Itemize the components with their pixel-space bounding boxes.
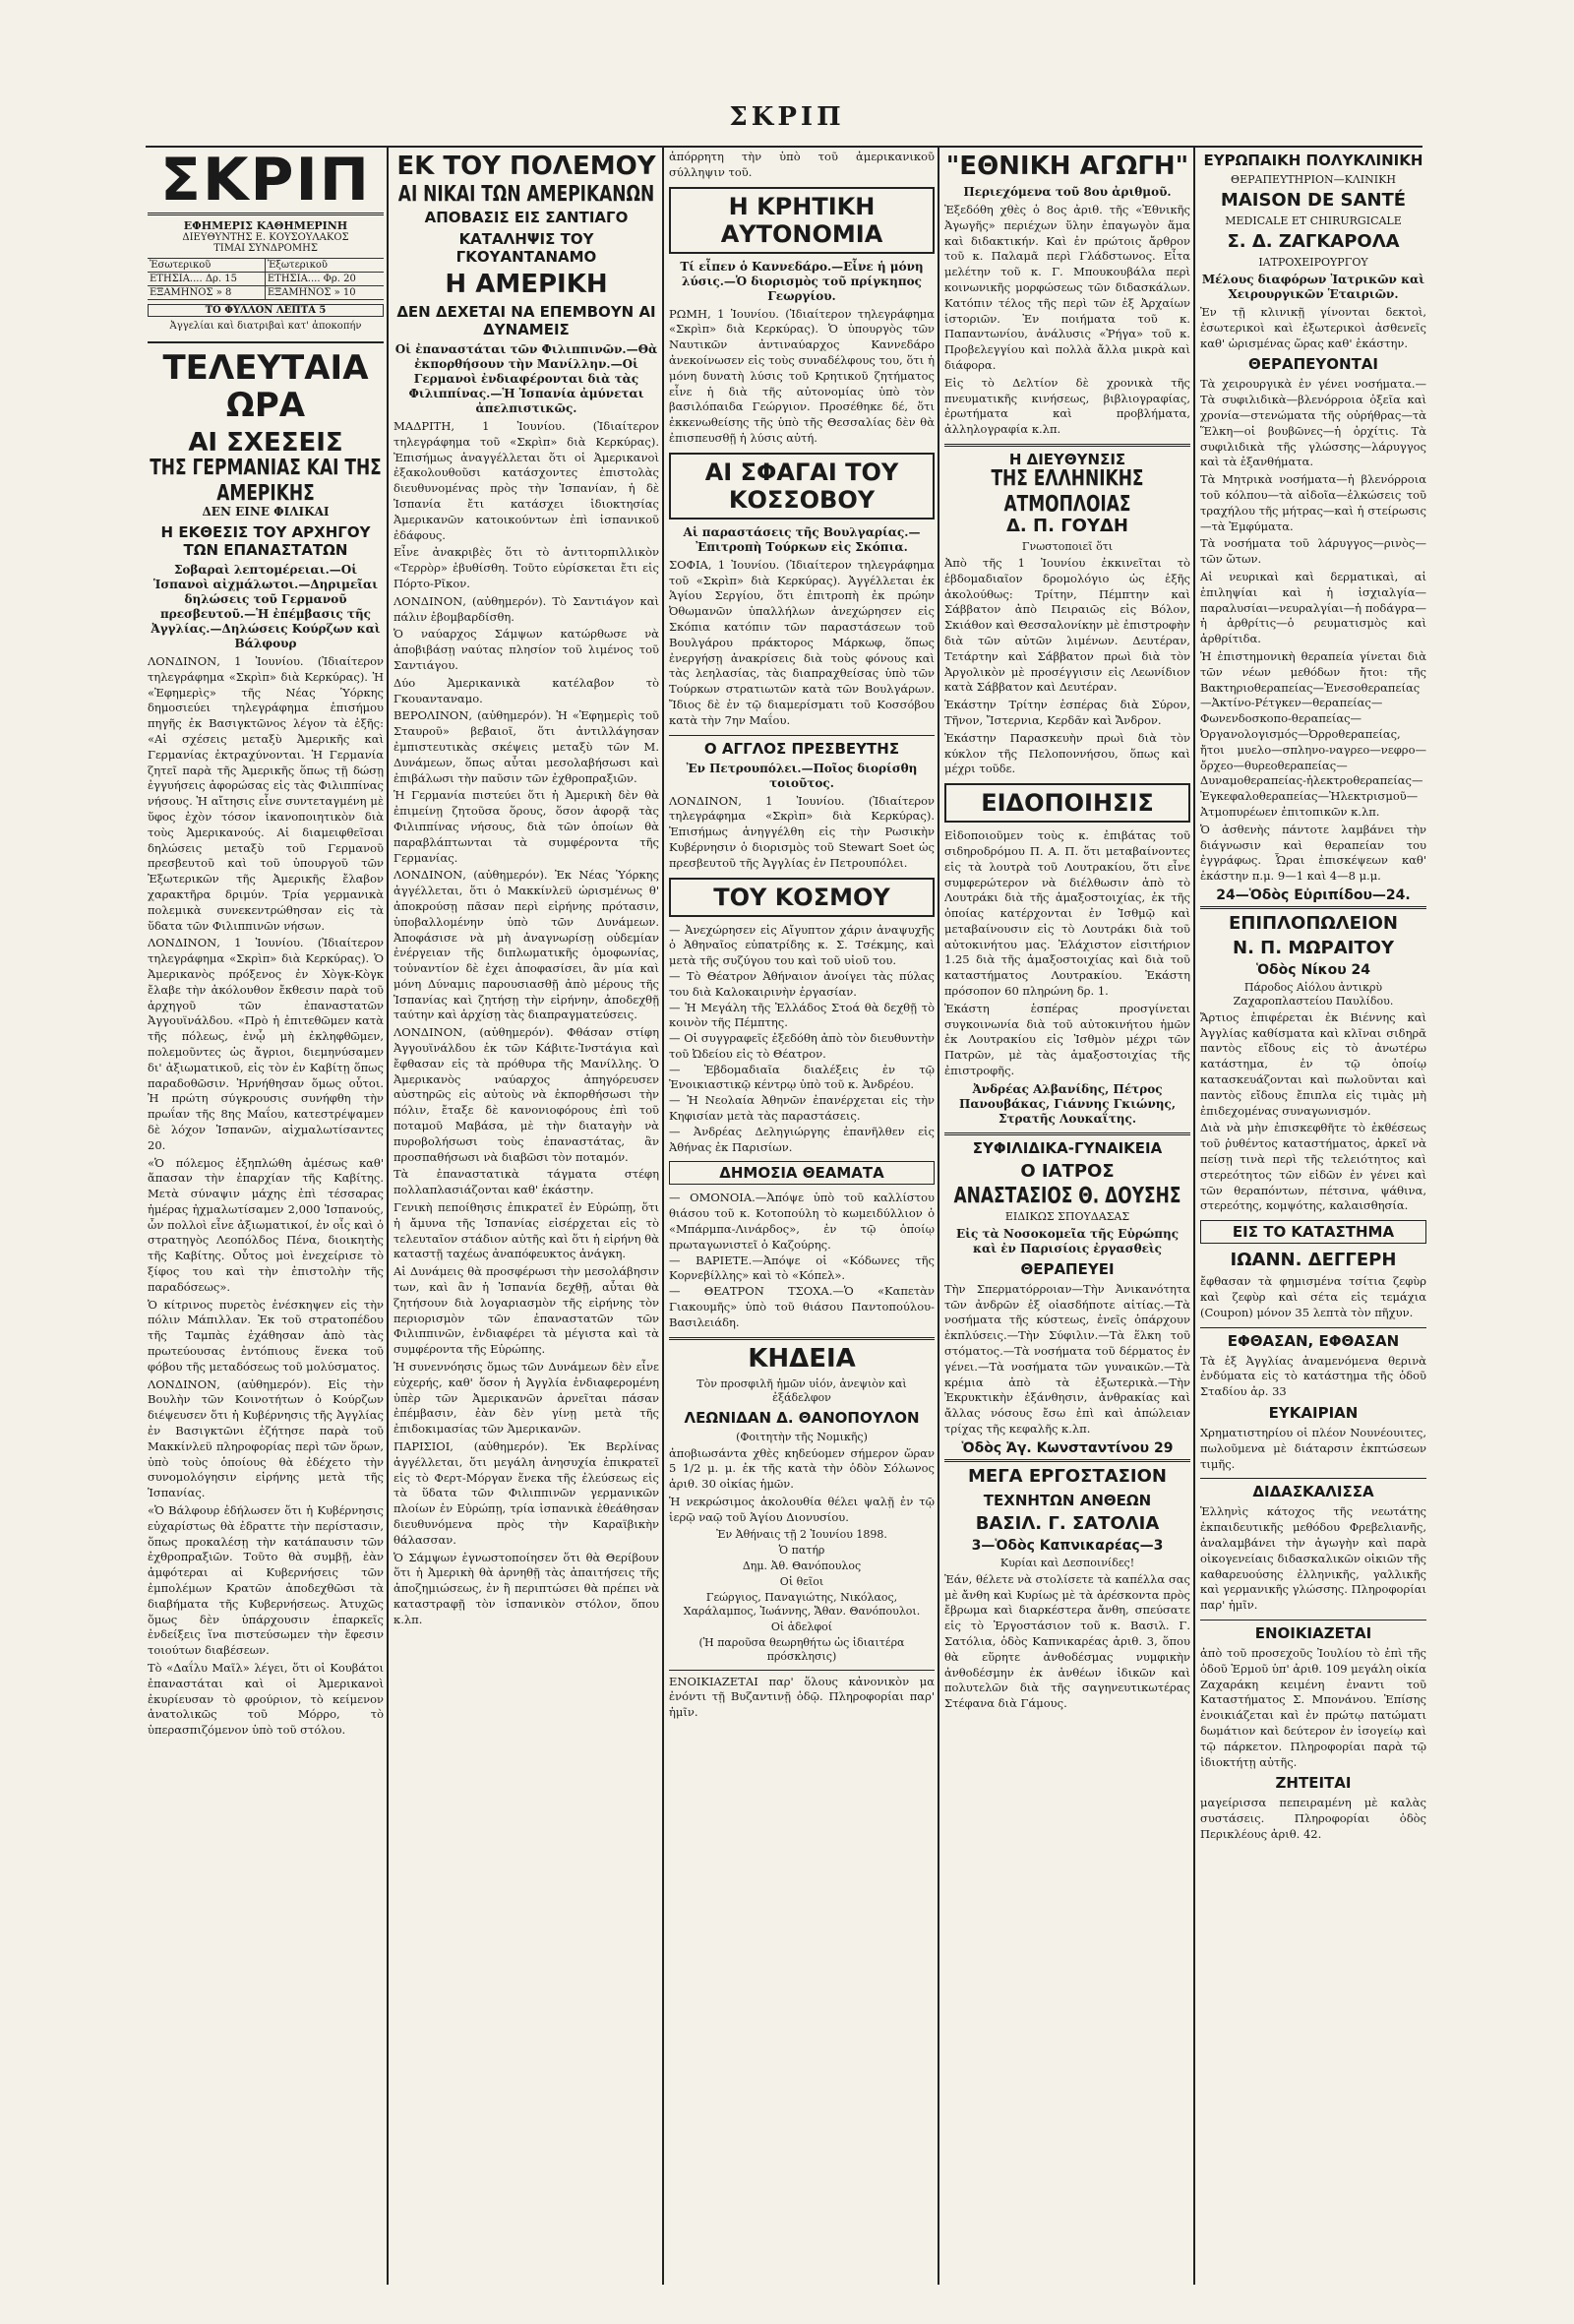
article-paragraph: ΛΟΝΔΙΝΟΝ, (αὐθημερόν). Φθάσαν στίφη Ἀγγουϊνάλδου ἐκ τῶν Κάβιτε-Ἰνστάγια καὶ ἔφθασαν εἰς τὰ πρόθυρα τῆς Μανίλλης. Ὁ Ἀμερικανὸς ναύαρχος ἀπηγόρευσεν αὐστηρῶς εἰς αὐτοὺς νὰ ἐκπορθήσωσι τὴν πόλιν, ἔταξε δὲ κανονιοφόρους ἐπὶ τοῦ ποταμοῦ Μαβάσα, μὲ τὴν διαταγὴν νὰ πυροβολήσωσι τοὺς ἐπαναστάτας, ἂν προσπαθήσωσι νὰ διαβῶσι τὸν ποταμόν. [394,1025,659,1164]
article-paragraph: Αἱ νευρικαὶ καὶ δερματικαὶ, αἱ ἐπιληψίαι καὶ ἡ ἰσχιαλγία—παραλυσίαι—νευραλγίαι—ἡ ποδάγρα—ἡ ἀρθρίτις—ὁ ρευματισμὸς καὶ ἀρθρίτιδα. [1200,569,1426,646]
column-divider [387,148,389,2285]
article-paragraph: Ὁ Σάμψων ἐγνωστοποίησεν ὅτι θὰ Θερίβουν ὅτι ἡ Ἀμερικὴ θὰ ἀρνηθῇ τὰς ἀπαιτήσεις τῆς ἀποζημιώσεως, ἐν ἢ περιπτώσει θὰ πρέπει νὰ καταστραφῇ τὸν ἱσπανικὸν στόλον, ὅπου κ.λπ. [394,1550,659,1626]
article-paragraph: — Ἀνεχώρησεν εἰς Αἴγυπτον χάριν ἀναψυχῆς ὁ Ἀθηναῖος εὐπατρίδης κ. Σ. Τσέκμης, καὶ μετὰ τῆς συζύγου του καὶ τοῦ υἱοῦ του. — Τὸ Θέατρον Ἀθήναιον ἀνοίγει τὰς πύλας του διὰ Καλοκαιρινὴν ἐργασίαν. — Ἡ Μεγάλη τῆς Ἑλλάδος Στοά θὰ δεχθῇ τὸ κοινὸν τῆς Πέμπτης. — Οἱ συγγραφεῖς ἐξεδόθη ἀπὸ τὸν διευθυντὴν τοῦ Ὠδείου εἰς τὸ Θέατρον. — Ἐβδομαδιαῖα διαλέξεις ἐν τῷ Ἐνοικιαστικῷ κέντρῳ ὑπὸ τοῦ κ. Ἀνδρέου. — Ἡ Νεολαία Ἀθηνῶν ἐπανέρχεται εἰς τὴν Κηφισίαν μετὰ τὰς παραστάσεις. — Ἀνδρέας Δεληγιώργης ἐπανῆλθεν εἰς Ἀθήνας ἐκ Παρισίων. [669,922,935,1154]
article-paragraph: Δύο Ἀμερικανικὰ κατέλαβον τὸ Γκουανταναμο. [394,675,659,705]
article-paragraph: Ἡ ἐπιστημονικὴ θεραπεία γίνεται διὰ τῶν νέων μεθόδων ἤτοι: τῆς Βακτηριοθεραπείας—Ἐνεσοθεραπείας—Ἀκτίνο-Ρέτγκεν—θεραπείας—Φωνενδοσκοπο-θεραπείας—Ὀργανολογισμός—Ὀρροθεραπείας, ἤτοι μυελο—σπληνο-ναγρεο—νεφρο—ὄρχεο—θυρεοθεραπείας—Δυναμοθεραπείας-ἠλεκτροθεραπείας—Ἐγκεφαλοθεραπείας—Ἠλεκτρισμοῦ—Ἀτμοπυρέωεν ἐπιτοπικῶν κ.λπ. [1200,648,1426,819]
section-head: ΤΗΣ ΕΛΛΗΝΙΚΗΣ ΑΤΜΟΠΛΟΙΑΣ [991,465,1144,518]
column-4 [944,148,1190,2285]
deck: Αἱ παραστάσεις τῆς Βουλγαρίας.—Ἐπιτροπὴ Τούρκων εἰς Σκόπια. [683,524,921,554]
article-paragraph: Αἱ Δυνάμεις θὰ προσφέρωσι τὴν μεσολάβησιν των, καὶ ἂν ἡ Ἱσπανία δεχθῇ, αὗται θὰ ζητήσουν διὰ λογαριασμὸν τῆς εἰρήνης τὸν περιορισμὸν τῶν ἐπαναστατῶν τῶν Φιλιππινῶν, ἐνδιαφέρει τὰ μέγιστα καὶ τὰ συμφέροντα τῆς Εὐρώπης. [394,1264,659,1357]
section-head: ΑΙ ΝΙΚΑΙ ΤΩΝ ΑΜΕΡΙΚΑΝΩΝ [397,182,655,208]
ad-head: MEDICALE ET CHIRURGICALE [1225,214,1402,227]
article-paragraph: ΛΟΝΔΙΝΟΝ, 1 Ἰουνίου. (Ἰδιαίτερον τηλεγράφημα «Σκρὶπ» διὰ Κερκύρας). Ἡ «Ἐφημερὶς» τῆς Νέας Ὑόρκης δημοσιεύει τηλεγράφημα ἐπισήμου πηγῆς ἐκ Βασιγκτῶνος λέγον τὰ ἑξῆς: «Αἱ σχέσεις μεταξὺ Ἀμερικῆς καὶ Γερμανίας ἐκτραχύνονται. Ἡ Γερμανία ζητεῖ παρὰ τῆς Ἀμερικῆς ὅπως τῇ δώσῃ ἐγγυήσεις ἀφορώσας εἰς τὰς Φιλιππίνας νήσους. Ἡ αἴτησις εἶνε συντεταγμένη μὲ ὕφος ἐχὸν τόσον ἱκανοποιητικὸν διὰ τοὺς Ἀμερικανούς. Αἱ διαμειφθεῖσαι δηλώσεις μεταξὺ τοῦ Γερμανοῦ πρεσβευτοῦ καὶ τοῦ ὑπουργοῦ τῶν Ἐξωτερικῶν τῆς Ἀμερικῆς ἔλαβον χαρακτῆρα δριμύν. Τρία γερμανικὰ πολεμικὰ συνεκεντρώθησαν εἰς τὰ ὕδατα τῶν Φιλιππινῶν νήσων. [148,654,384,933]
notice-text: Ἐν Ἀθήναις τῇ 2 Ἰουνίου 1898. [716,1527,887,1541]
table-row [148,273,384,286]
ad-head: ΕΙΔΙΚΩΣ ΣΠΟΥΔΑΣΑΣ [1004,1209,1130,1223]
ad-head: ΘΕΡΑΠΕΥΕΙ [1020,1259,1115,1278]
article-paragraph: Ἐάν, θέλετε νὰ στολίσετε τὰ καπέλλα σας μὲ ἄνθη καὶ Κυρίως μὲ τὰ ἀρέσκοντα πρὸς ἔβρωμα καὶ διαρκέστερα ἄνθη, σπεύσατε εἰς τὸ Ἐργοστάσιον τοῦ κ. Βασιλ. Γ. Σατόλια, ὁδὸς Καπνικαρέας ἀριθ. 3, ὅπου θὰ εὕρητε ἀνθοδέσμας νυμφικὴν ἀνθοδέσμην ἐκ ἀνθέων ἰδικῶν καὶ πολυτελῶν διὰ τῆς σαγηνευτικωτέρας Στέφανα διὰ Γάμους. [944,1571,1190,1711]
ad-head: ΘΕΡΑΠΕΥΤΗΡΙΟΝ—ΚΛΙΝΙΚΗ [1231,173,1396,186]
ad-head: ΕΥΡΩΠΑΙΚΗ ΠΟΛΥΚΛΙΝΙΚΗ [1203,152,1423,169]
article-paragraph: ἀπὸ τοῦ προσεχοῦς Ἰουλίου τὸ ἐπὶ τῆς ὁδοῦ Ἑρμοῦ ὑπ' ἀριθ. 109 μεγάλη οἰκία Ζαχαράκη κειμένη ἐναντι τοῦ Καταστήματος Σ. Μπονάνου. Ἐπίσης ἐνοικιάζεται καὶ ἐν πρώτῳ πατώματι δωμάτιον καὶ δεύτερον ἐν ἰσογείῳ καὶ τῷ πάρκετον. Πληροφορίαι παρὰ τῷ ἰδιοκτήτῃ αὐτῆς. [1200,1646,1426,1769]
article-paragraph: Ἡ Γερμανία πιστεύει ὅτι ἡ Ἀμερικὴ δὲν θὰ ἐπιμείνῃ ζητοῦσα ὅρους, ὅσον ἀφορᾷ τὰς Φιλιππίνας νήσους, διὰ τῶν ὁποίων θὰ παραβλάπτωνται τὰ συμφέροντα τῆς Γερμανίας. [394,788,659,865]
section-head: Η ΚΡΗΤΙΚΗ ΑΥΤΟΝΟΜΙΑ [669,187,935,254]
article-paragraph: Διὰ νὰ μὴν ἐπισκεφθῆτε τὸ ἐκθέσεως τοῦ ῥυθέντος καταστήματος, ἀρκεῖ νὰ πείσῃ τινὰ περὶ τῆς τελειότητος καὶ στερεότητος τῶν εἰδῶν ἐν γένει καὶ τῶν θεραπόντων, πέτσινα, ψάθινα, στερεότης, κομψότης, καλαισθησία. [1200,1121,1426,1213]
column-5 [1200,148,1426,2285]
section-head: Δ. Π. ΓΟΥΔΗ [1005,515,1128,536]
section-head: ΕΚ ΤΟΥ ΠΟΛΕΜΟΥ [396,152,656,181]
article-paragraph: Τὴν Σπερματόρροιαν—Τὴν Ἀνικανότητα τῶν ἀνδρῶν ἐξ οἱασδήποτε αἰτίας.—Τὰ νοσήματα τῆς κύστεως, ἐνεῖς ὁπάρχουν ἐκπλύσεις.—Τὴν Σύφιλιν.—Τὰ ἕλκη τοῦ στόματος.—Τὰ νοσήματα τοῦ δέρματος ἐν γένει.—Τὰ νοσήματα τῶν γυναικῶν.—Τὰ κρέμια ἀπὸ τὰ ἐξωτερικὰ.—Τὴν Ἐκρυκτικὴν ἐξάνθησιν, ἀνθρακίας καὶ ἄλλας νόσους ἔσω ἐπὶ καὶ ἀπώλειαν τρίχας τῆς κεφαλῆς κ.λπ. [944,1281,1190,1437]
article-paragraph: ΛΟΝΔΙΝΟΝ, 1 Ἰουνίου. (Ἰδιαίτερον τηλεγράφημα «Σκρὶπ» διὰ Κερκύρας). Ἐπισήμως ἀνηγγέλθη εἰς τὴν Ρωσικὴν Κυβέρνησιν ὁ διορισμὸς τοῦ Stewart Soet ὡς πρεσβευτοῦ τῆς Ἀγγλίας ἐν Πετρουπόλει. [669,793,935,870]
masthead: ΣΚΡΙΠ [148,148,384,215]
address: Ὁδὸς Ἁγ. Κωνσταντίνου 29 [961,1439,1174,1456]
section-head: "ΕΘΝΙΚΗ ΑΓΩΓΗ" [945,152,1189,181]
section-head: ΚΗΔΕΙΑ [669,1337,935,1374]
article-paragraph: Τὰ νοσήματα τοῦ λάρυγγος—ρινὸς—τῶν ὤτων. [1200,536,1426,567]
article-paragraph: ΜΑΔΡΙΤΗ, 1 Ἰουνίου. (Ἰδιαίτερον τηλεγράφημα τοῦ «Σκρὶπ» διὰ Κερκύρας). Ἐπισήμως ἀναγγέλλεται ὅτι οἱ Ἀμερικανοὶ ἐξακολουθοῦσι κατάσχοντες ἐπιστολὰς διευθυνομένας πρὸς τὴν Ἱσπανίαν, ἡ δὲ Ἱσπανία ἔτι κατάσχει ἰδιοκτησίας Ἀμερικανῶν κατοικούντων ἐπὶ ἱσπανικοῦ ἐδάφους. [394,419,659,542]
table-cell: Ἐξωτερικοῦ [265,259,384,273]
ad-head: ΙΩΑΝΝ. ΔΕΓΓΕΡΗ [1230,1250,1397,1271]
article-paragraph: Ὁ κίτρινος πυρετὸς ἐνέσκηψεν εἰς τὴν πόλιν Μάπιλλαν. Ἐκ τοῦ στρατοπέδου τῆς Ταμπὰς ἐχάθησαν ἀπὸ τὰς πρωτεύουσας ἐντόπιους ἕνεκα τοῦ φόβου τῆς μεταδόσεως τοῦ μολύσματος. [148,1297,384,1374]
column-divider [662,148,664,2285]
notice-text: Οἱ θεῖοι [779,1574,824,1588]
notice-text: Δημ. Ἀθ. Θανόπουλος [742,1559,862,1572]
table-cell: ΕΤΗΣΙΑ.... Δρ. 15 [148,273,265,286]
table-cell: ΕΞΑΜΗΝΟΣ » 8 [148,286,265,300]
ad-head: ΘΕΡΑΠΕΥΟΝΤΑΙ [1248,355,1378,374]
article-paragraph: «Ὁ Βάλφουρ ἐδήλωσεν ὅτι ἡ Κυβέρνησις εὐχαρίστως θὰ ἐδραττε τὴν περίστασιν, ὅπως προκαλέσῃ τὴν κατάπαυσιν τῶν ἐχθροπραξιῶν. Τοῦτο θὰ συμβῇ, ἐὰν ἀμφότεραι αἱ Κυβερνήσεις τῶν ἐμπολέμων Κρατῶν ἀποδεχθῶσι τὰ διαβήματα τῆς Κυβερνήσεως. Ἀτυχῶς ὅμως δὲν ὑπάρχουσιν ἐπαρκεῖς ἐνδείξεις ἵνα πιστεύσωμεν τὴν ἔφεσιν τοιούτων διαβέσεων. [148,1503,384,1658]
article-paragraph: ΣΟΦΙΑ, 1 Ἰουνίου. (Ἰδιαίτερον τηλεγράφημα τοῦ «Σκρὶπ» διὰ Κερκύρας). Ἀγγέλλεται ἐκ Ἁγίου Σεργίου, ὅτι ἐπιτροπὴ ἐκ πρώην Ὀθωμανῶν ὑπαλλήλων ἀνεχώρησεν εἰς Σκόπια κατόπιν τῶν παραστάσεων τοῦ Βουλγάρου πράκτορος Μάρκωφ, ὅπως ἐνεργήσῃ ἀνακρίσεις διὰ τοὺς φόνους καὶ τὰς λεηλασίας, τὰς διαπραχθείσας ὑπὸ τῶν Τούρκων στρατιωτῶν κατὰ τῶν Βουλγάρων. Ἴδιος δὲ ἐν τῷ διαμερίσματι τοῦ Κοσσόβου κατὰ τὴν 7ην Μαΐου. [669,557,935,727]
section-head: ΑΙ ΣΦΑΓΑΙ ΤΟΥ ΚΟΣΣΟΒΟΥ [669,453,935,520]
deck: Κυρίαι καὶ Δεσποινίδες! [999,1556,1135,1569]
ad-head: ΣΥΦΙΛΙΔΙΚΑ-ΓΥΝΑΙΚΕΙΑ [944,1132,1190,1157]
price-bar: ΤΟ ΦΥΛΛΟΝ ΛΕΠΤΑ 5 [148,304,384,317]
column-3 [669,148,935,2285]
ad-head: Ν. Π. ΜΩΡΑΙΤΟΥ [1233,937,1394,958]
address: 24—Ὁδὸς Εὐριπίδου—24. [1216,887,1411,903]
article-paragraph: Τὰ Μητρικὰ νοσήματα—ἡ βλενόρροια τοῦ κόλπου—τὰ αἰδοῖα—ἐλκώσεις τοῦ τραχήλου τῆς μήτρας—καὶ ἡ στείρωσις—τὰ Ἐμφύματα. [1200,472,1426,533]
ad-head: ΙΑΤΡΟΧΕΙΡΟΥΡΓΟΥ [1258,256,1368,269]
column-1 [148,148,384,2285]
subscription-table [148,258,384,300]
article-paragraph: Ἡ νεκρώσιμος ἀκολουθία θέλει ψαλῇ ἐν τῷ ἱερῷ ναῷ τοῦ Ἁγίου Διονυσίου. [669,1495,935,1524]
article-paragraph: «Ὁ πόλεμος ἐξηπλώθη ἀμέσως καθ' ἅπασαν τὴν ἐπαρχίαν τῆς Καβίτης. Μετὰ σύναψιν μάχης ἐπὶ τέσσαρας ἡμέρας ἠχμαλωτίσαμεν 2,000 Ἱσπανούς, ὧν πολλοὶ εἶνε ἀξιωματικοί, ἐν οἷς καὶ ὁ στρατηγὸς Λεοπόλδος Πένα, διοικητὴς τῆς Καβίτης. Οὗτος μοὶ ἐνεχείρισε τὸ ξίφος του καὶ τὴν ἐπιστολὴν τῆς παραδόσεως». [148,1155,384,1294]
deck-head: Η ΕΚΘΕΣΙΣ ΤΟΥ ΑΡΧΗΓΟΥ ΤΩΝ ΕΠΑΝΑΣΤΑΤΩΝ [160,523,371,559]
ad-head: ΕΦΘΑΣΑΝ, ΕΦΘΑΣΑΝ [1200,1327,1426,1350]
signatures: Ἀνδρέας Αλβανίδης, Πέτρος Πανουβάκας, Γιάννης Γκιώνης, Στρατῆς Λουκαΐτης. [958,1081,1177,1126]
article-paragraph: ΛΟΝΔΙΝΟΝ, (αὐθημερόν). Εἰς τὴν Βουλὴν τῶν Κοινοτήτων ὁ Κούρζων διέψευσεν ὅτι ἡ Κυβέρνησις τῆς Ἀγγλίας ἐν Βασιγκτῶνι ἐζήτησε παρὰ τοῦ Μακκίνλεϋ πληροφορίας περὶ τῶν ὅρων, ὑπὸ τοὺς ὁποίους θὰ ἐδέχετο τὴν συνομολόγησιν εἰρήνης μετὰ τῆς Ἱσπανίας. [148,1376,384,1500]
ad-head: ΖΗΤΕΙΤΑΙ [1275,1774,1352,1793]
article-paragraph: Ἑκάστην Τρίτην ἑσπέρας διὰ Σύρον, Τῆνον, Ἴστερνια, Κερδᾶν καὶ Ἄνδρον. [944,698,1190,727]
section-head: Η ΔΙΕΥΘΥΝΣΙΣ [944,444,1190,468]
article-paragraph: Τὰ ἐπαναστατικὰ τάγματα στέφη πολλαπλασιάζονται καθ' ἑκάστην. [394,1167,659,1197]
section-head: ΤΟΥ ΚΟΣΜΟΥ [669,878,935,917]
article-paragraph: Γενικὴ πεποίθησις ἐπικρατεῖ ἐν Εὐρώπῃ, ὅτι ἡ ἄμυνα τῆς Ἱσπανίας εἰσέρχεται εἰς τὸ τελευταῖον στάδιον αὐτῆς καὶ ὅτι ἡ εἰρήνη θὰ καταστῇ ταχέως ἀναπόφευκτος ἀνάγκη. [394,1200,659,1261]
column-divider [938,148,939,2285]
ad-head: ΕΠΙΠΛΟΠΩΛΕΙΟΝ [1200,906,1426,935]
ad-head: ΤΕΧΝΗΤΩΝ ΑΝΘΕΩΝ [983,1491,1152,1509]
notice-name: ΛΕΩΝΙΔΑΝ Δ. ΘΑΝΟΠΟΥΛΟΝ [684,1408,920,1427]
article-paragraph: Ὁ ἀσθενὴς πάντοτε λαμβάνει τὴν διάγνωσιν καὶ θεραπείαν του ἐγγράφως. Ὧραι ἐπισκέψεων καθ' ἑκάστην π.μ. 9—1 καὶ 4—8 μ.μ. [1200,822,1426,884]
ad-head: ΔΙΔΑΣΚΑΛΙΣΣΑ [1200,1478,1426,1500]
article-paragraph: Τὰ χειρουργικὰ ἐν γένει νοσήματα.—Τὰ συφιλιδικὰ—βλενόρροια ὀξεῖα καὶ χρονία—στενώματα τῆς οὐρήθρας—τὰ Ἕλκη—οἱ βουβῶνες—ἡ ὀρχίτις. Τὰ συφιλιδικὰ τῆς γλώσσης—λάρυγγος καὶ τὰ ἐξανθήματα. [1200,377,1426,469]
article-paragraph: Εἰδοποιοῦμεν τοὺς κ. ἐπιβάτας τοῦ σιδηροδρόμου Π. Α. Π. ὅτι μεταβαίνοντες εἰς τὰ λουτρὰ τοῦ Λουτρακίου, ὅτι εἶνε συμφερώτερον νὰ διέλθωσιν ἀπὸ τὸ Λουτράκι διὰ τῆς ἁμαξοστοιχίας, ἐκ τῆς ὁποίας κατέρχονται ἐν Ἰσθμῷ καὶ μεταβαίνουσιν εἰς τὸ Λουτράκι διὰ τοῦ αὐτοκινήτου μας. Ἐλάχιστον εἰσιτήριον 1.25 διὰ τῆς ἁμαξοστοιχίας καὶ διὰ τοῦ καταστήματος Λουτρακίου. Ἐκάστη πρόσοπον 60 πληρώνη δρ. 1. [944,828,1190,999]
notice-text: (Ἡ παροῦσα θεωρηθήτω ὡς ἰδιαιτέρα πρόσκλησις) [698,1635,905,1663]
section-head: ΑΠΟΒΑΣΙΣ ΕΙΣ ΣΑΝΤΙΑΓΟ [424,209,629,226]
table-cell: ΕΤΗΣΙΑ.... Φρ. 20 [265,273,384,286]
article-paragraph: Εἶνε ἀνακριβὲς ὅτι τὸ ἀντιτορπιλλικὸν «Τερρὸρ» ἐβυθίσθη. Τοῦτο εὑρίσκεται ἔτι εἰς Πόρτο-Ρῖκον. [394,545,659,590]
article-paragraph: Ἑλληνὶς κάτοχος τῆς νεωτάτης ἐκπαιδευτικῆς μεθόδου Φρεβελιανῆς, ἀναλαμβάνει τὴν ἀγωγὴν καὶ παρὰ οἰκογενείαις διδασκαλικῶν οἰκιῶν τῆς καθαρευούσης ἑλληνικῆς, γαλλικῆς καὶ γερμανικῆς γλώσσης. Πληροφορίαι παρ' ἡμῖν. [1200,1504,1426,1613]
masthead-subtitle: ΕΦΗΜΕΡΙΣ ΚΑΘΗΜΕΡΙΝΗ [183,219,348,232]
headline: ΤΕΛΕΥΤΑΙΑ ΩΡΑ [148,341,384,424]
deck: Μέλους διαφόρων Ἰατρικῶν καὶ Χειρουργικῶν Ἑταιριῶν. [1201,273,1425,301]
deck: Ἐν Πετρουπόλει.—Ποῖος διορίσθη τοιοῦτος. [686,761,918,790]
section-head: Η ΑΜΕΡΙΚΗ [445,270,608,299]
section-head: ΚΑΤΑΛΗΨΙΣ ΤΟΥ ΓΚΟΥΑΝΤΑΝΑΜΟ [455,230,597,266]
article-paragraph: μαγείρισσα πεπειραμένη μὲ καλὰς συστάσεις. Πληροφορίαι ὁδὸς Περικλέους ἀριθ. 42. [1200,1796,1426,1841]
deck: Γνωστοποιεῖ ὅτι [1021,539,1114,553]
ad-head: Σ. Δ. ΖΑΓΚΑΡΟΛΑ [1227,231,1400,252]
article-paragraph: Ἡ συνεννόησις ὅμως τῶν Δυνάμεων δὲν εἶνε εὐχερής, καθ' ὅσον ἡ Ἀγγλία ἐνδιαφερομένη ὑπὲρ τῶν Ἀμερικανῶν ἀρνεῖται πάσαν ἐπέμβασιν, ἐὰν δὲν γίνῃ μετὰ τῆς ἐπιδοκιμασίας τῶν Ἀμερικανῶν. [394,1360,659,1437]
notice-text: Ὁ πατήρ [778,1543,825,1557]
article-paragraph: Χρηματιστηρίου οἱ πλέον Νουνέουιτες, πωλοῦμενα μὲ διάταρσιν ἐκπτώσεων τιμῆς. [1200,1426,1426,1471]
article-paragraph: Ἐξεδόθη χθὲς ὁ 8ος ἀριθ. τῆς «Ἐθνικῆς Ἀγωγῆς» περιέχων ὕλην ἐπαγωγὸν ἅμα καὶ διδακτικήν. Καὶ ἐν πρώτοις ἄρθρον τοῦ κ. Παλαμᾶ περὶ Γλάδστωνος. Εἶτα μελέτην τοῦ κ. Γ. Μπουκουβάλα περὶ κοινωνικῆς μορφώσεως τῶν διδασκάλων. Κατόπιν τέλος τῆς περὶ τῶν ἐξ Ἀρχαίων ἱστοριῶν. Ἐν ποιήματα τοῦ κ. Παπαντωνίου, ἀνάλυσις «Ῥήγα» τοῦ κ. Προβελεγγίου καὶ πολλὰ ἄλλα μικρὰ καὶ διάφορα. [944,203,1190,372]
sub-headline-2: ΤΗΣ ΓΕΡΜΑΝΙΑΣ ΚΑΙ ΤΗΣ ΑΜΕΡΙΚΗΣ [150,456,382,507]
notice-text: Πάροδος Αἰόλου ἀντικρὺ Ζαχαροπλαστείου Παυλίδου. [1233,980,1394,1008]
running-head: ΣΚΡΙΠ [729,102,845,132]
ad-head: ΕΥΚΑΙΡΙΑΝ [1268,1404,1359,1423]
section-head: ΔΗΜΟΣΙΑ ΘΕΑΜΑΤΑ [669,1161,935,1185]
section-head: Ο ΑΓΓΛΟΣ ΠΡΕΣΒΕΥΤΗΣ [669,735,935,758]
column-2 [394,148,659,2285]
deck: Σοβαραὶ λεπτομέρειαι.—Οἱ Ἱσπανοὶ αἰχμάλωτοι.—Δηριμεῖαι δηλώσεις τοῦ Γερμανοῦ πρεσβευτοῦ.—Ἡ ἐπέμβασις τῆς Ἀγγλίας.—Δηλώσεις Κούρζων καὶ Βάλφουρ [151,563,381,650]
article-paragraph: ΒΕΡΟΛΙΝΟΝ, (αὐθημερόν). Ἡ «Ἐφημερὶς τοῦ Σταυροῦ» βεβαιοῖ, ὅτι ἀντιλλάγησαν ἐμπιστευτικὰς σκέψεις μεταξὺ τῶν Μ. Δυνάμεων, ὅπως αὗται μεσολαβήσωσι καὶ ἐπιβάλωσι τὴν παῦσιν τῶν ἐχθροπραξιῶν. [394,708,659,785]
article-paragraph: Ἐν τῇ κλινικῇ γίνονται δεκτοὶ, ἐσωτερικοὶ καὶ ἐξωτερικοὶ ἀσθενεῖς καθ' ὡρισμένας ὥρας καθ' ἑκάστην. [1200,305,1426,350]
article-paragraph: — ΟΜΟΝΟΙΑ.—Ἀπόψε ὑπὸ τοῦ καλλίστου θιάσου τοῦ κ. Κοτοπούλη τὸ κωμειδύλλιον ὁ «Μπάρμπα-Λινάρδος», ἐν τῷ ὁποίῳ πρωταγωνιστεῖ ὁ Καζούρης. — ΒΑΡΙΕΤΕ.—Ἀπόψε οἱ «Κόδωνες τῆς Κορνεβίλλης» καὶ τὸ «Κόπελ». — ΘΕΑΤΡΟΝ ΤΣΟΧΑ.—Ὁ «Καπετὰν Γιακουμῆς» ὑπὸ τοῦ θιάσου Παντοπούλου-Βασιλειάδη. [669,1191,935,1329]
article-paragraph: ΛΟΝΔΙΝΟΝ, (αὐθημερόν). Τὸ Σαντιάγον καὶ πάλιν ἐβομβαρδίσθη. [394,593,659,624]
ads-note: Ἀγγελίαι καὶ διατριβαὶ κατ' ἀποκοπήν [169,321,362,332]
article-paragraph: Εἰς τὸ Δελτίον δὲ χρονικὰ τῆς πνευματικῆς κινήσεως, βιβλιογραφίας, ἐρωτήματα καὶ προβλήματα, ἀλληλογραφία κ.λπ. [944,375,1190,437]
ad-head: ΕΙΣ ΤΟ ΚΑΤΑΣΤΗΜΑ [1200,1220,1426,1244]
address: 3—Ὁδὸς Καπνικαρέας—3 [971,1537,1164,1554]
article-paragraph: Τὰ ἐξ Ἀγγλίας ἀναμενόμενα θερινὰ ἐνδύματα εἰς τὸ κατάστημα τῆς ὁδοῦ Σταδίου ἀρ. 33 [1200,1353,1426,1399]
subscription-title: ΤΙΜΑΙ ΣΥΝΔΡΟΜΗΣ [213,243,318,254]
table-row [148,286,384,300]
deck: Οἱ ἐπαναστάται τῶν Φιλιππινῶν.—Θὰ ἐκπορθήσουν τὴν Μανίλλην.—Οἱ Γερμανοὶ ἐνδιαφέρονται διὰ τὰς Φιλιππίνας.—Ἡ Ἱσπανία ἀμύνεται ἀπελπιστικῶς. [394,342,658,415]
sub-headline: ΑΙ ΣΧΕΣΕΙΣ [188,428,343,458]
deck: Τί εἶπεν ὁ Καννεδάρο.—Εἶνε ἡ μόνη λύσις.—Ὁ διορισμὸς τοῦ πρίγκηπος Γεωργίου. [680,259,924,303]
article-paragraph: ΠΑΡΙΣΙΟΙ, (αὐθημερόν). Ἐκ Βερλίνας ἀγγέλλεται, ὅτι μεγάλη ἀνησυχία ἐπικρατεῖ εἰς τὸ Φερτ-Μόργαν ἕνεκα τῆς ἐλεύσεως εἰς τὰ ὕδατα τῶν Φιλιππινῶν γερμανικῶν πλοίων ἐν Εὐρώπῃ, τρία ἰσπανικὰ ἐθεάθησαν διευθυνόμενα πρὸς τὴν Καραϊβικὴν θάλασσαν. [394,1439,659,1547]
notice-text: (Φοιτητὴν τῆς Νομικῆς) [736,1430,868,1443]
address: Ὁδὸς Νίκου 24 [1255,961,1371,978]
notice-text: Τὸν προσφιλῆ ἡμῶν υἱόν, ἀνεψιὸν καὶ ἐξάδελφον [696,1376,907,1404]
ad-head: MAISON DE SANTÉ [1220,190,1407,211]
deck: Εἰς τὰ Νοσοκομεῖα τῆς Εὐρώπης καὶ ἐν Παρισίοις ἐργασθεὶς [955,1226,1180,1255]
section-head: ΕΙΔΟΠΟΙΗΣΙΣ [944,783,1190,823]
article-paragraph: ΡΩΜΗ, 1 Ἰουνίου. (Ἰδιαίτερον τηλεγράφημα «Σκρὶπ» διὰ Κερκύρας). Ὁ ὑπουργὸς τῶν Ναυτικῶν ἀντιναύαρχος Καννεδάρο ἀνεκοίνωσεν εἰς τοὺς συναδέλφους του, ὅτι ἡ μόνη δυνατὴ λύσις τοῦ Κρητικοῦ ζητήματος εἶνε ἡ διὰ τῆς αὐτονομίας ὑπὸ τὸν βασιλόπαιδα Γεώργιον. Προσέθηκε δέ, ὅτι ἐκκενωθείσης τῆς ὑπὸ τῆς Θεσσαλίας δὲν θὰ ἐπισπευσθῇ ἡ λύσις αὐτή. [669,306,935,445]
notice-text: Οἱ ἀδελφοί [770,1620,833,1633]
article-paragraph: Ἄρτιος ἐπιφέρεται ἐκ Βιέννης καὶ Ἀγγλίας καθίσματα καὶ κλῖναι σιδηρᾶ παντὸς εἴδους εἰς τὸ ἀνωτέρω κατάστημα, ἐν τῷ ὁποίῳ κατασκευάζονται καὶ πωλοῦνται καὶ παντὸς εἴδους ἔπιπλα εἰς τιμὰς μὴ ἐπιδεχομένας συναγωνισμόν. [1200,1009,1426,1118]
ad-head: ΕΝΟΙΚΙΑΖΕΤΑΙ [1200,1620,1426,1642]
director-line: ΔΙΕΥΘΥΝΤΗΣ Ε. ΚΟΥΣΟΥΛΑΚΟΣ [182,232,349,243]
article-paragraph: Ἀπὸ τῆς 1 Ἰουνίου ἐκκινεῖται τὸ ἑβδομαδιαῖον δρομολόγιο ὡς ἑξῆς ἀκολούθως: Τρίτην, Πέμπτην καὶ Σάββατον ἀπὸ Πειραιῶς εἰς Βόλον, Σκιάθον καὶ Θεσσαλονίκην μὲ ἐπιστροφὴν διὰ τῶν αὐτῶν λιμένων. Δευτέραν, Τετάρτην καὶ Σάββατον πρωὶ διὰ τὸν Ἀργολικὸν μὲ προσέγγισιν εἰς Λεωνίδιον κατὰ Σάββατον καὶ Δευτέραν. [944,555,1190,695]
table-cell: ΕΞΑΜΗΝΟΣ » 10 [265,286,384,300]
article-paragraph: Ὁ ναύαρχος Σάμψων κατώρθωσε νὰ ἀποβιβάσῃ ναύτας πλησίον τοῦ λιμένος τοῦ Σαντιάγου. [394,627,659,672]
deck: ΔΕΝ ΕΙΝΕ ΦΙΛΙΚΑΙ [202,505,330,519]
ad-head: ΑΝΑΣΤΑΣΙΟΣ Θ. ΔΟΥΣΗΣ [953,1183,1181,1209]
table-cell: Ἐσωτερικοῦ [148,259,265,273]
table-row [148,259,384,273]
article-paragraph: ΕΝΟΙΚΙΑΖΕΤΑΙ παρ' ὅλους κἀνονικὸν μα ἐνόντι τῇ Βυζαντινῇ ὁδῷ. Πληροφορίαι παρ' ἡμῖν. [669,1670,935,1721]
article-paragraph: Ἑκάστην Παρασκευὴν πρωὶ διὰ τὸν κύκλον τῆς Πελοποννήσου, ὅπως καὶ μέχρι τοῦδε. [944,730,1190,776]
article-paragraph: ἀποβιωσάντα χθὲς κηδεύομεν σήμερον ὥραν 5 1/2 μ. μ. ἐκ τῆς κατὰ τὴν ὁδὸν Σόλωνος ἀριθ. 30 οἰκίας ἡμῶν. [669,1445,935,1492]
article-paragraph: ΛΟΝΔΙΝΟΝ, 1 Ἰουνίου. (Ἰδιαίτερον τηλεγράφημα «Σκρὶπ» διὰ Κερκύρας). Ὁ Ἀμερικανὸς πρόξενος ἐν Χὸγκ-Κὸγκ ἔλαβε τὴν ἀκόλουθον ἔκθεσιν παρὰ τοῦ ἀρχηγοῦ τῶν ἐπαναστατῶν Ἀγγουϊνάλδου. «Πρὸ ἡ ἐπιτεθῶμεν κατὰ τῆς πόλεως, ἐνᾧ μὴ ἐκληφθῶμεν, πολεμοῦντες ὡς ἄγριοι, διεμηνύσαμεν δι' ἀξιωματικοῦ, εἰς τὸν ἐν Καβίτῃ ὅπως παραδοθῶσιν. Ἠρνήθησαν ὅμως οὗτοι. Ἡ πρώτη σύγκρουσις συνήφθη τὴν πρωΐαν τῆς 8ης Μαΐου, κατεστρέψαμεν δὲ λόχον Ἱσπανῶν, αἰχμαλωτίσαντες 20. [148,936,384,1152]
section-head: ΔΕΝ ΔΕΧΕΤΑΙ ΝΑ ΕΠΕΜΒΟΥΝ ΑΙ ΔΥΝΑΜΕΙΣ [396,303,656,338]
article-paragraph: Ἑκάστη ἑσπέρας προσγίνεται συγκοινωνία διὰ τοῦ αὐτοκινήτου ἡμῶν ἐκ Λουτρακίου εἰς Ἰσθμὸν μέχρι τῶν Πατρῶν, μὲ τὰς ἁμαξοστοιχίας τῆς ἐπιστροφῆς. [944,1001,1190,1078]
ad-head: ΜΕΓΑ ΕΡΓΟΣΤΑΣΙΟΝ [944,1459,1190,1488]
ad-head: ΒΑΣΙΛ. Γ. ΣΑΤΟΛΙΑ [975,1512,1160,1534]
article-paragraph: Τὸ «Δαΐλυ Μαῖλ» λέγει, ὅτι οἱ Κουβάτοι ἐπαναστάται καὶ οἱ Ἀμερικανοὶ ἐκυρίευσαν τὸ φρούριον, τὸ κείμενον ἀνατολικῶς τοῦ Μόρρο, τὸ ὑπερασπιζόμενον ὑπὸ τοῦ στόλου. [148,1661,384,1738]
deck: Περιεχόμενα τοῦ 8ου ἀριθμοῦ. [963,185,1172,199]
article-paragraph: ἔφθασαν τὰ φημισμένα τσίτια ζεφὺρ καὶ ζεφὺρ καὶ σέτα εἰς τεμάχια (Coupon) μόνον 35 λεπτὰ τὸν πῆχυν. [1200,1274,1426,1319]
article-paragraph: ἀπόρρητη τὴν ὑπὸ τοῦ ἀμερικανικοῦ σύλληψιν τοῦ. [669,150,935,179]
notice-text: Γεώργιος, Παναγιώτης, Νικόλαος, Χαράλαμπος, Ἰωάννης, Ἄθαν. Θανόπουλοι. [683,1590,921,1618]
column-divider [1193,148,1195,2285]
article-paragraph: ΛΟΝΔΙΝΟΝ, (αὐθημερόν). Ἐκ Νέας Ὑόρκης ἀγγέλλεται, ὅτι ὁ Μακκίνλεϋ ὡρισμένως θ' ἀποκρούσῃ πᾶσαν περὶ εἰρήνης πρότασιν, ὑποβαλλομένην ὑπὸ τῶν Δυνάμεων. Ἀποφάσισε νὰ μὴ ἀναγνωρίσῃ οὐδεμίαν ἐνέργειαν τῆς διπλωματικῆς ὁμοφωνίας, τοὐναντίον δὲ ἐχει ἀποφασίσει, ἂν μία καὶ μόνη Δύναμις παρουσιασθῇ ἀπὸ μέρους τῆς Ἱσπανίας καὶ ζητήσῃ τὴν εἰρήνην, ἀποδεχθῇ ταύτην καὶ ἀρχίσῃ τὰς διαπραγματεύσεις. [394,868,659,1022]
ad-head: Ο ΙΑΤΡΟΣ [1020,1160,1115,1182]
